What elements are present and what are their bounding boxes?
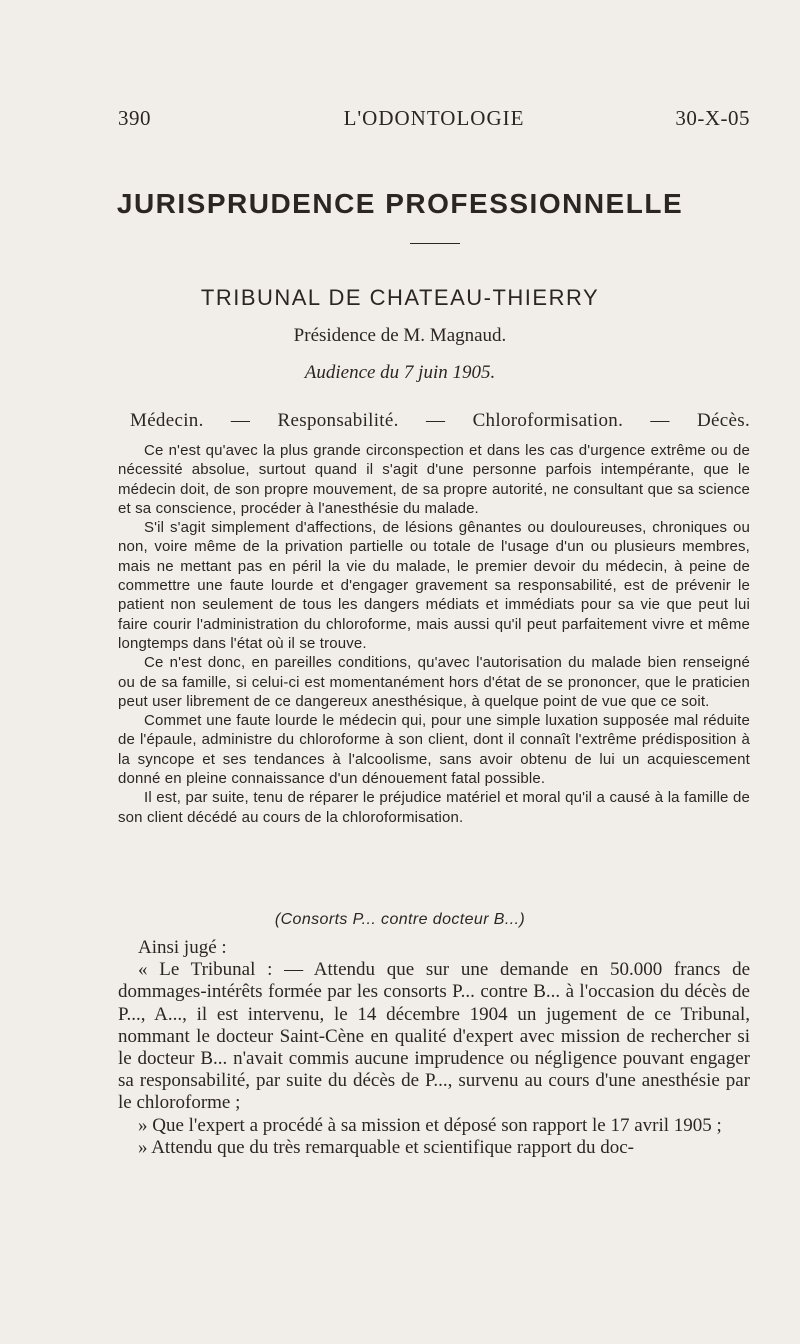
summary-paragraph: S'il s'agit simplement d'affections, de lésions gênantes ou douloureuses, chroniques ou non, voire même de la privation partielle ou totale de l'usage d'un ou plusieurs membres, mais ne mettant pas en péril la vie du malade, le premier devoir du médecin, à peine de commettre une faute lourde et d'engager gravement sa responsabilité, est de prévenir le patient non seulement de tous les dangers médiats et immédiats pour sa vie que peut lui faire courir l'administration du chloroforme, mais aussi qu'il peut parfaitement vivre et même longtemps dans l'état où il se trouve. (118, 519, 750, 652)
summary-paragraph: Ce n'est donc, en pareilles conditions, qu'avec l'autorisation du malade bien renseigné ou de sa famille, si celui-ci est momentanément hors d'état de se prononcer, que le praticien peut user librement de ce dangereux anesthésique, à quelque point de vue que ce soit. (118, 654, 750, 710)
title-divider (410, 243, 460, 244)
presidence-line: Présidence de M. Magnaud. (293, 325, 507, 346)
section-title: JURISPRUDENCE PROFESSIONNELLE (116, 188, 684, 219)
running-header (118, 106, 750, 136)
body-paragraph: » Attendu que du très remarquable et scientifique rapport du doc- (138, 1136, 634, 1158)
case-rubric: Médecin. — Responsabilité. — Chloroformisation. — Décès. (130, 410, 750, 431)
page-number: 390 (118, 106, 151, 130)
summary-paragraph: Commet une faute lourde le médecin qui, pour une simple luxation supposée mal réduite de l'épaule, administre du chloroforme à son client, dont il connaît l'extrême prédisposition à la syncope et ses tendances à l'alcoolisme, sans avoir obtenu de lui un acquiescement donné en pleine connaissance d'un dénouement fatal possible. (118, 712, 750, 788)
journal-name: L'ODONTOLOGIE (343, 106, 525, 130)
summary-paragraph: Il est, par suite, tenu de réparer le préjudice matériel et moral qu'il a causé à la famille de son client décédé au cours de la chloroformisation. (118, 789, 750, 826)
summary-paragraph: Ce n'est qu'avec la plus grande circonspection et dans les cas d'urgence extrême ou de nécessité absolue, surtout quand il s'agit d'une personne parfois intempérante, que le médecin doit, de son propre mouvement, de sa propre autorité, ne consultant que sa science et sa conscience, procéder à l'anesthésie du malade. (118, 442, 750, 517)
body-paragraph: « Le Tribunal : — Attendu que sur une demande en 50.000 francs de dommages-intérêts formée par les consorts P... contre B... à l'occasion du décès de P..., A..., il est intervenu, le 14 décembre 1904 un jugement de ce Tribunal, nommant le docteur Saint-Cène en qualité d'expert avec mission de rechercher si le docteur B... n'avait commis aucune imprudence ou négligence pouvant engager sa responsabilité, par suite du décès de P..., survenu au cours d'une anesthésie par le chloroforme ; (118, 959, 750, 1114)
body-paragraph: » Que l'expert a procédé à sa mission et déposé son rapport le 17 avril 1905 ; (138, 1114, 722, 1136)
parties-line: (Consorts P... contre docteur B...) (274, 911, 526, 928)
case-summary (118, 441, 750, 827)
issue-date: 30-X-05 (675, 106, 750, 130)
judgment-text (118, 937, 750, 1159)
audience-date: Audience du 7 juin 1905. (304, 362, 496, 383)
tribunal-heading: TRIBUNAL DE CHATEAU-THIERRY (200, 285, 600, 310)
body-paragraph: Ainsi jugé : (138, 937, 227, 958)
